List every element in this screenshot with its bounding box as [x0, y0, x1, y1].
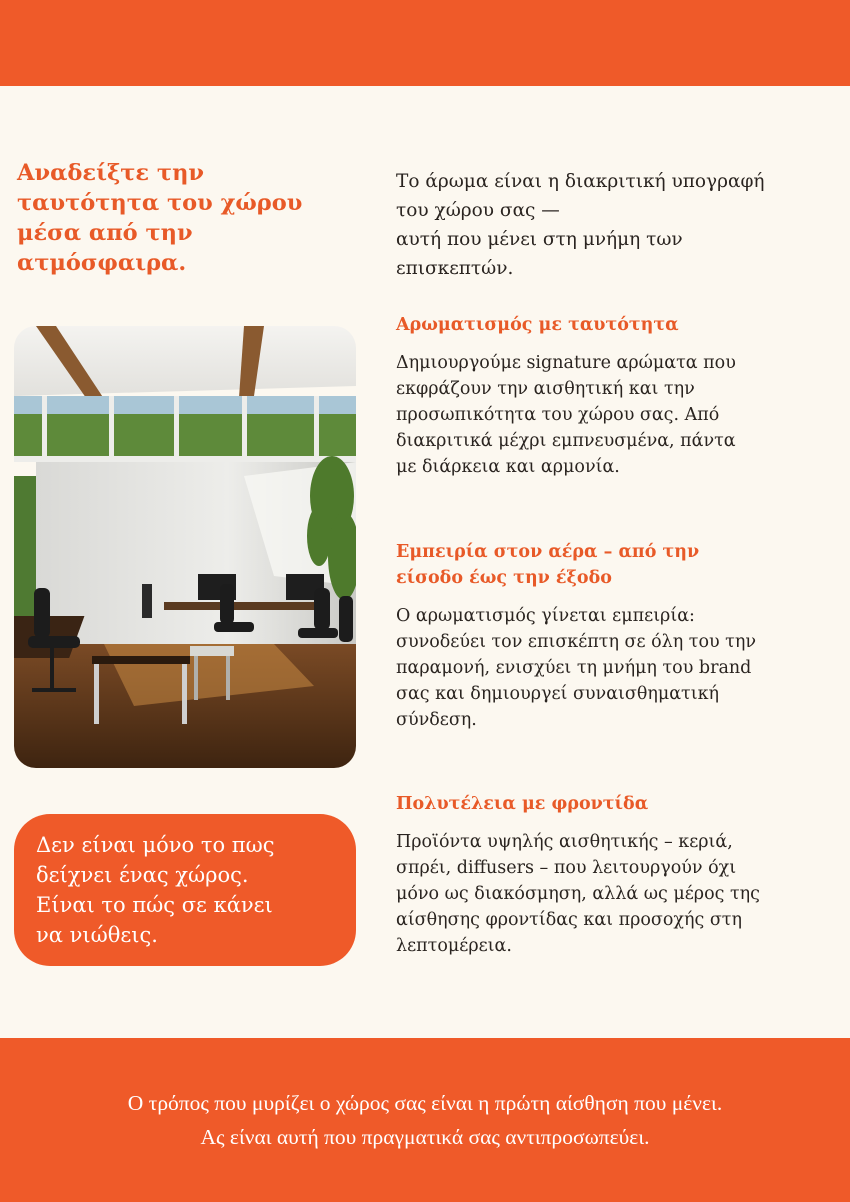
- section-identity: [396, 312, 846, 480]
- section-body-line: διακριτικά μέχρι εμπνευσμένα, πάντα: [396, 431, 736, 451]
- footer-line: Ας είναι αυτή που πραγματικά σας αντιπροσωπεύει.: [200, 1125, 650, 1149]
- section-body-line: Προϊόντα υψηλής αισθητικής – κεριά,: [396, 832, 733, 852]
- headline-line: Αναδείξτε την: [17, 160, 205, 186]
- section-body-line: μόνο ως διακόσμηση, αλλά ως μέρος της: [396, 884, 760, 904]
- section-body-line: συνοδεύει τον επισκέπτη σε όλη του την: [396, 632, 756, 652]
- headline: [17, 158, 347, 278]
- quote-line: Είναι το πώς σε κάνει: [36, 893, 273, 917]
- section-luxury: [396, 791, 846, 959]
- section-body-line: σπρέι, diffusers – που λειτουργούν όχι: [396, 858, 737, 878]
- intro-paragraph: [396, 167, 846, 283]
- intro-line: του χώρου σας —: [396, 200, 560, 221]
- section-body-line: λεπτομέρεια.: [396, 936, 512, 956]
- quote-box: [14, 814, 356, 966]
- section-body: [396, 829, 846, 959]
- footer-line: Ο τρόπος που μυρίζει ο χώρος σας είναι η πρώτη αίσθηση που μένει.: [127, 1091, 723, 1115]
- footer-band: [0, 1038, 850, 1202]
- section-title-line: Πολυτέλεια με φροντίδα: [396, 794, 649, 814]
- section-body-line: σύνδεση.: [396, 710, 477, 730]
- section-body-line: Δημιουργούμε signature αρώματα που: [396, 353, 736, 373]
- office-photo: [14, 326, 356, 768]
- section-title: [396, 312, 846, 338]
- section-body-line: εκφράζουν την αισθητική και την: [396, 379, 695, 399]
- quote-line: δείχνει ένας χώρος.: [36, 863, 249, 887]
- quote-text: [36, 830, 274, 950]
- intro-line: Το άρωμα είναι η διακριτική υπογραφή: [396, 171, 765, 192]
- top-band: [0, 0, 850, 86]
- section-body-line: Ο αρωματισμός γίνεται εμπειρία:: [396, 606, 695, 626]
- quote-line: να νιώθεις.: [36, 923, 158, 947]
- quote-line: Δεν είναι μόνο το πως: [36, 833, 275, 857]
- section-title-line: είσοδο έως την έξοδο: [396, 568, 612, 588]
- section-title-line: Εμπειρία στον αέρα – από την: [396, 542, 700, 562]
- intro-line: επισκεπτών.: [396, 258, 514, 279]
- section-body: [396, 350, 846, 480]
- section-experience: [396, 539, 846, 733]
- headline-line: ταυτότητα του χώρου: [17, 190, 303, 216]
- section-body-line: σας και δημιουργεί συναισθηματική: [396, 684, 719, 704]
- headline-line: μέσα από την: [17, 220, 193, 246]
- section-title: [396, 539, 846, 591]
- headline-line: ατμόσφαιρα.: [17, 250, 187, 276]
- office-illustration: [14, 326, 356, 768]
- section-body-line: προσωπικότητα του χώρου σας. Από: [396, 405, 720, 425]
- section-title: [396, 791, 846, 817]
- intro-line: αυτή που μένει στη μνήμη των: [396, 229, 683, 250]
- section-title-line: Αρωματισμός με ταυτότητα: [396, 315, 679, 335]
- section-body-line: με διάρκεια και αρμονία.: [396, 457, 620, 477]
- section-body-line: παραμονή, ενισχύει τη μνήμη του brand: [396, 658, 752, 678]
- section-body-line: αίσθησης φροντίδας και προσοχής στη: [396, 910, 742, 930]
- section-body: [396, 603, 846, 733]
